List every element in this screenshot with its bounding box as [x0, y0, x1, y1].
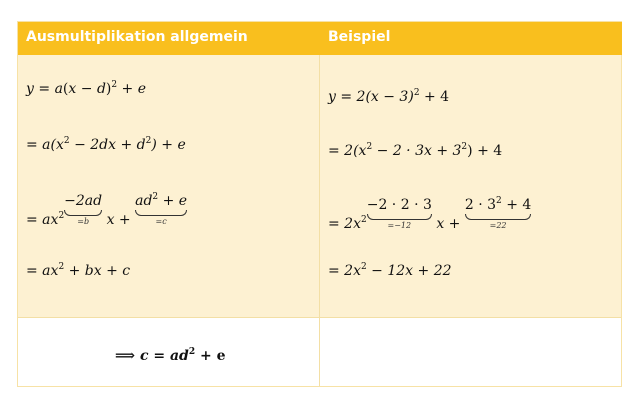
- empty-cell: [320, 318, 621, 386]
- example-line-3: = $2x^2-2 \cdot 2 \cdot 3$ =−12 $x + 2 \cdot 3^2 + 4$ =22: [328, 196, 532, 232]
- underbrace-b: −2ad =b: [64, 193, 103, 226]
- header-example: Beispiel: [320, 22, 622, 55]
- underbrace-c: $ad^2 + e$ =c: [135, 192, 188, 226]
- example-line-4: = $2x^2 - 12x + 22$: [328, 262, 452, 279]
- example-line-2: = $2(x^2 - 2 \cdot 3x + 3^2) + 4$: [328, 142, 503, 159]
- row-divider: [18, 317, 621, 318]
- general-line-1: $y = a(x - d)^2 + e$: [26, 80, 147, 97]
- underbrace-22: $2 \cdot 3^2 + 4$ =22: [464, 196, 532, 230]
- general-line-4: = $ax^2$ + bx + c: [26, 262, 131, 279]
- column-divider: [319, 55, 320, 386]
- formula-table: [17, 21, 622, 387]
- general-line-3: = $ax^2-2ad$ =b $x + ad^2 + e$ =c: [26, 192, 188, 228]
- example-line-1: $y = 2(x - 3)^2 + 4$: [328, 88, 450, 105]
- header-general: Ausmultiplikation allgemein: [18, 22, 320, 55]
- general-line-2: = $a(x^2 - 2dx + d^2) + e$: [26, 136, 186, 153]
- conclusion-formula: ⟹ $c = ad^2 + e$: [115, 347, 226, 364]
- underbrace-minus-12: −2 · 2 · 3 =−12: [366, 197, 432, 230]
